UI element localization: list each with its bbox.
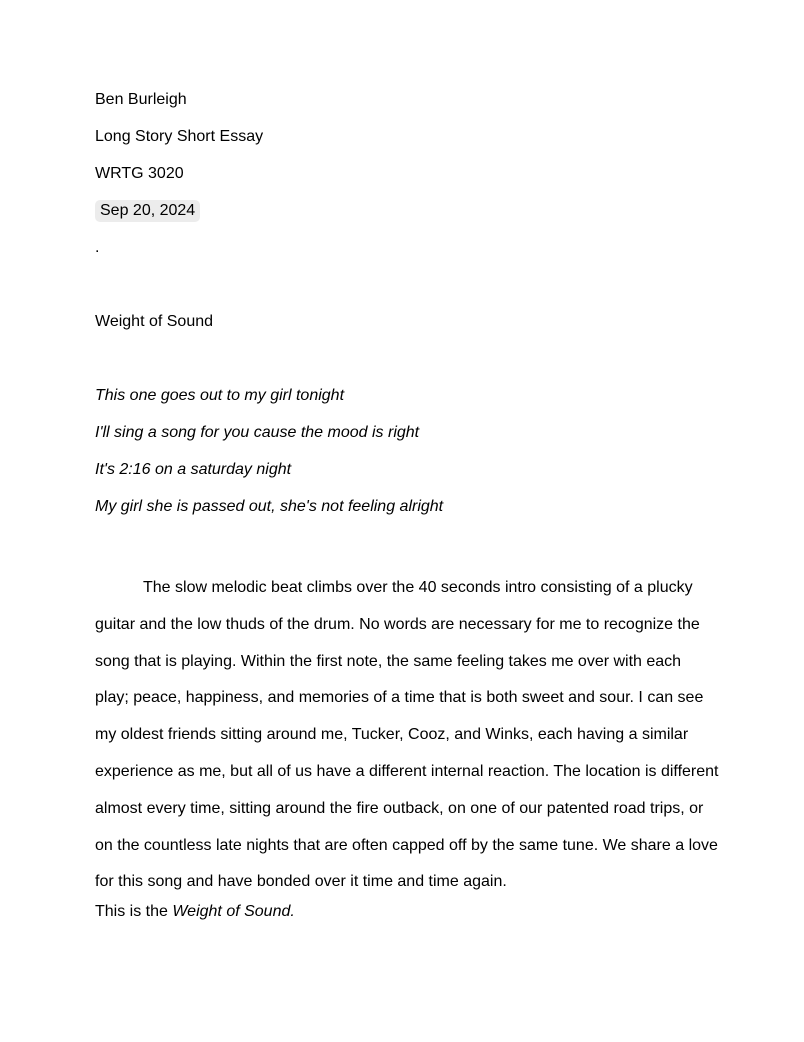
closing-emphasis: Weight of Sound. — [172, 903, 295, 921]
author-name: Ben Burleigh — [95, 91, 187, 108]
course-code: WRTG 3020 — [95, 165, 184, 182]
paragraph-line — [95, 570, 725, 607]
dot-line: . — [95, 239, 100, 256]
paragraph-text: The slow melodic beat climbs over the 40 seconds intro consisting of a plucky — [143, 579, 693, 596]
paragraph-line: on the countless late nights that are often capped off by the same tune. We share a love — [95, 836, 718, 854]
paragraph-line: my oldest friends sitting around me, Tucker, Cooz, and Winks, each having a similar — [95, 726, 689, 744]
spacer — [95, 274, 725, 311]
paragraph-line: guitar and the low thuds of the drum. No words are necessary for me to recognize the — [95, 615, 700, 633]
body-paragraph — [95, 570, 725, 901]
closing-line — [95, 901, 725, 923]
paragraph-line: song that is playing. Within the first note, the same feeling takes me over with each — [95, 652, 682, 670]
closing-prefix: This is the — [95, 903, 173, 921]
paragraph-line: almost every time, sitting around the fire outback, on one of our patented road trips, or — [95, 799, 704, 817]
lyric-line: This one goes out to my girl tonight — [95, 387, 345, 404]
paragraph-line: experience as me, but all of us have a different internal reaction. The location is different — [95, 762, 719, 780]
date-line — [95, 200, 725, 237]
essay-title: Weight of Sound — [95, 313, 214, 330]
lyrics-block — [95, 385, 725, 533]
document-page — [95, 89, 725, 923]
lyric-line: My girl she is passed out, she's not feeling alright — [95, 498, 444, 515]
lyric-line: It's 2:16 on a saturday night — [95, 461, 292, 478]
date-chip[interactable]: Sep 20, 2024 — [95, 200, 200, 222]
lyric-line: I'll sing a song for you cause the mood is right — [95, 424, 420, 441]
spacer — [95, 348, 725, 385]
paragraph-line: play; peace, happiness, and memories of a time that is both sweet and sour. I can see — [95, 689, 704, 707]
assignment-title: Long Story Short Essay — [95, 128, 264, 145]
paragraph-line: for this song and have bonded over it time and time again. — [95, 873, 507, 891]
